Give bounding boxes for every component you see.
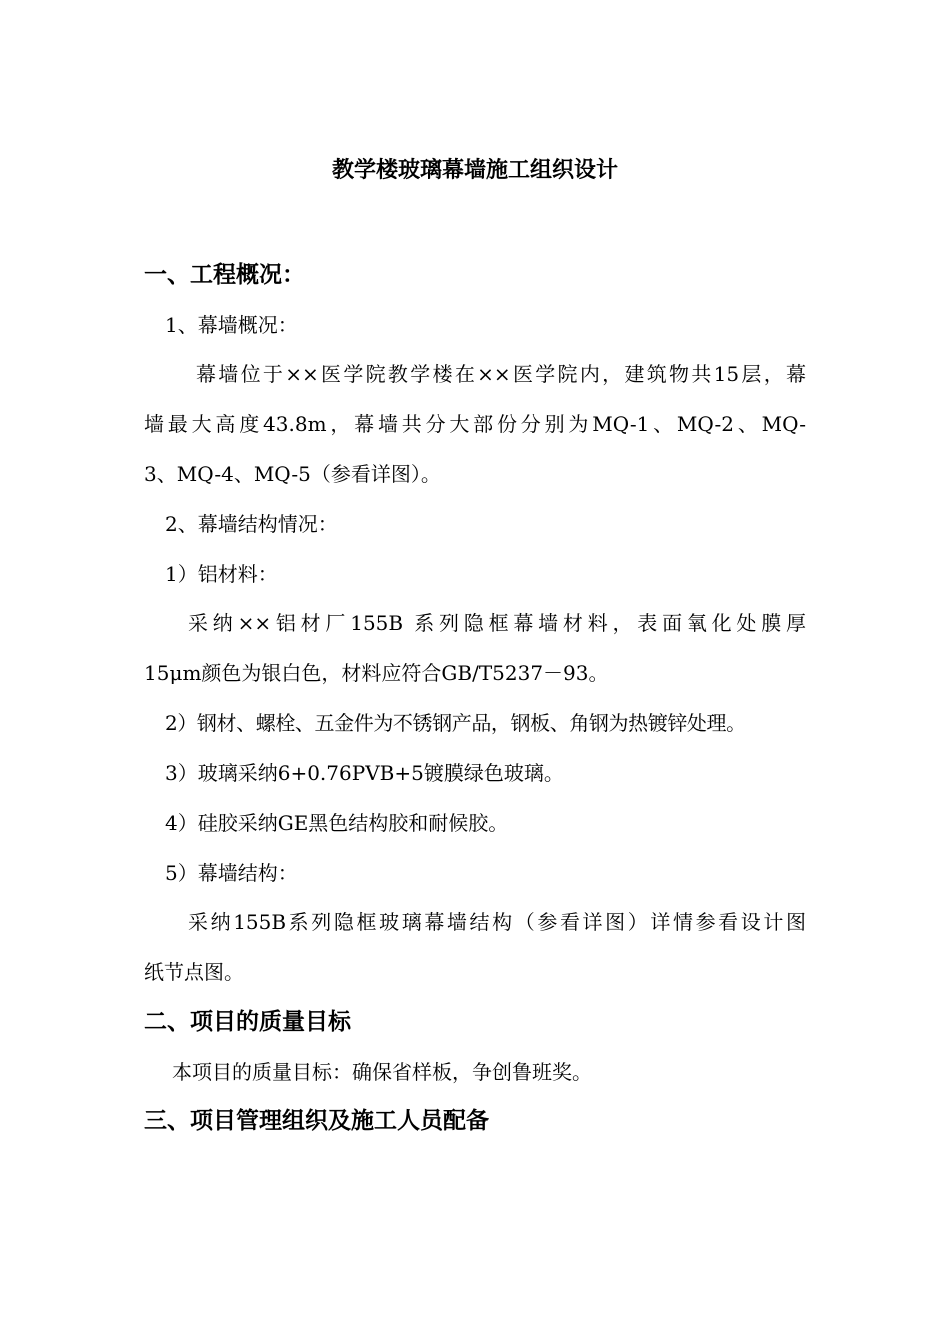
paragraph-line: 墙最大高度43.8m，幕墙共分大部份分别为MQ-1、MQ-2、MQ- [144, 412, 806, 436]
paragraph-line: 15μm颜色为银白色，材料应符合GB/T5237－93。 [144, 661, 609, 685]
paragraph-line: 采纳155B系列隐框玻璃幕墙结构（参看详图）详情参看设计图 [188, 910, 806, 934]
item-heading-structure: 5）幕墙结构： [165, 861, 298, 885]
document-title: 教学楼玻璃幕墙施工组织设计 [331, 158, 618, 183]
item-steel: 2）钢材、螺栓、五金件为不锈钢产品，钢板、角钢为热镀锌处理。 [165, 711, 746, 735]
item-glass: 3）玻璃采纳6+0.76PVB+5镀膜绿色玻璃。 [165, 761, 564, 785]
paragraph-line: 幕墙位于××医学院教学楼在××医学院内，建筑物共15层，幕 [196, 362, 806, 386]
paragraph-line: 3、MQ-4、MQ-5（参看详图）。 [144, 462, 441, 486]
section-heading-3: 三、项目管理组织及施工人员配备 [144, 1108, 489, 1134]
section-heading-1: 一、工程概况： [144, 262, 305, 288]
subsection-heading-structure: 2、幕墙结构情况： [165, 512, 338, 536]
paragraph-line: 纸节点图。 [144, 960, 244, 984]
quality-goal-paragraph: 本项目的质量目标：确保省样板，争创鲁班奖。 [172, 1060, 592, 1084]
item-silicone: 4）硅胶采纳GE黑色结构胶和耐候胶。 [165, 811, 509, 835]
paragraph-line: 采纳××铝材厂155B 系列隐框幕墙材料，表面氧化处膜厚 [188, 611, 806, 635]
section-heading-2: 二、项目的质量目标 [144, 1009, 351, 1035]
item-heading-aluminum: 1）铝材料： [165, 562, 278, 586]
subsection-heading-curtain-wall-overview: 1、幕墙概况： [165, 313, 298, 337]
